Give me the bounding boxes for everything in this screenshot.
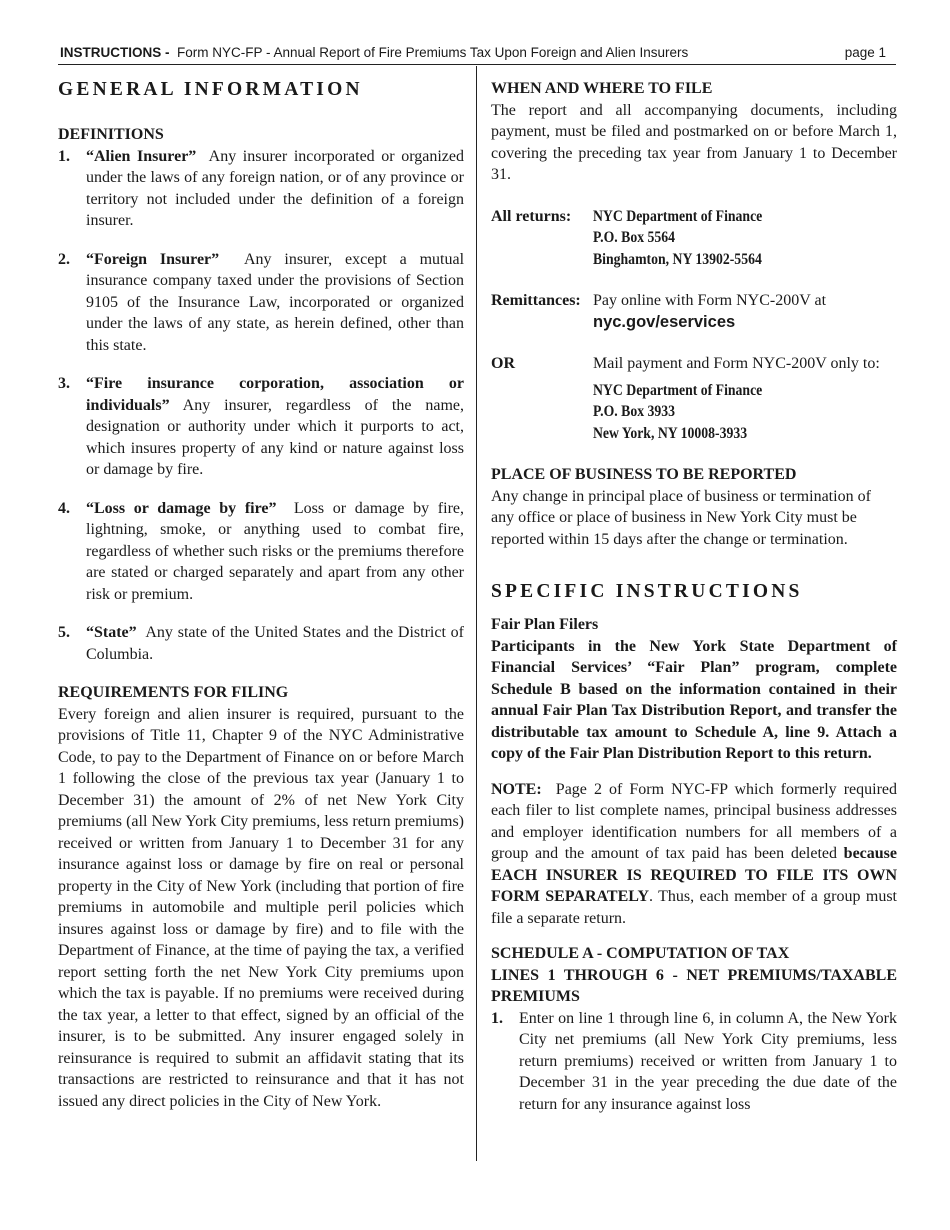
address-line: Binghamton, NY 13902-5564 [593, 250, 762, 268]
note-text: Page 2 of Form NYC-FP which formerly required each filer to list complete names, principal business addresses and employer identification numbers for all members of a group and the amount of tax paid has been deleted [491, 780, 898, 862]
definitions-heading: DEFINITIONS [58, 126, 164, 143]
remittances-label: Remittances: [491, 292, 581, 309]
instruction-text: Enter on line 1 through line 6, in column A, the New York City net premiums (all New York City premiums, less return premiums) received or written from January 1 to December 31 in the year preceding the due date of the return for any insurance against loss [519, 1009, 897, 1113]
place-of-business-text: Any change in principal place of business or termination of any office or place of business in New York City must be reported within 15 days after the change or termination. [491, 487, 871, 548]
schedule-a-heading: SCHEDULE A - COMPUTATION OF TAX [491, 945, 790, 962]
definition-term: “Loss or damage by fire” [86, 499, 277, 517]
definition-number: 2. [58, 250, 70, 268]
definition-item [58, 146, 464, 232]
or-text: Mail payment and Form NYC-200V only to: [593, 355, 880, 372]
when-where-heading: WHEN AND WHERE TO FILE [491, 80, 713, 97]
definition-number: 3. [58, 375, 70, 392]
or-label: OR [491, 355, 515, 372]
left-column [58, 78, 464, 1112]
definition-term: “Alien Insurer” [86, 147, 197, 165]
definition-term: “State” [86, 624, 137, 641]
address-line: NYC Department of Finance [593, 381, 763, 399]
requirements-text: Every foreign and alien insurer is required, pursuant to the provisions of Title 11, Chapter 9 of the NYC Administrative Code, to pay to the Department of Finance on or before March 1 following the close of the previous tax year (January 1 to December 31) the amount of 2% of net New York City premiums (all New York City premiums, less return premiums) received or written from January 1 to December 31 for any insurance against loss or damage by fire on real or personal property in the City of New York (including that portion of fire premiums in automobile and multiple peril policies which insures against loss or damage by fire) and to file with the Department of Finance, at the time of paying the tax, a verified report setting forth the net New York City premiums upon which the tax is payable. If no premiums were received during the tax year, a letter to that effect, signed by an official of the insurer, is to be submitted. Any insurer engaged solely in reinsurance is required to submit an affidavit stating that its transactions are restricted to reinsurance and that it has not issued any direct policies in the City of New York. [58, 705, 464, 1110]
note-paragraph [491, 779, 897, 930]
page-header [60, 45, 894, 63]
or-mail-block [491, 353, 897, 444]
definition-text: Any insurer, regardless of the name, designation or authority under which it purports to act, which insures property of any kind or nature against loss or damage by fire. [86, 396, 464, 478]
instruction-number: 1. [491, 1009, 503, 1027]
all-returns-address [491, 206, 897, 271]
definition-item [58, 373, 464, 481]
definition-number: 4. [58, 499, 70, 517]
specific-instructions-heading: SPECIFIC INSTRUCTIONS [491, 581, 803, 602]
eservices-link[interactable]: nyc.gov/eservices [593, 312, 736, 331]
address-line: NYC Department of Finance [593, 207, 763, 225]
requirements-heading: REQUIREMENTS FOR FILING [58, 684, 289, 701]
page-number: page 1 [844, 45, 886, 60]
note-emphasis: because EACH INSURER IS REQUIRED TO FILE ITS OWN FORM SEPARATELY [491, 845, 897, 905]
remittances-block [491, 290, 897, 333]
definition-item [58, 498, 464, 606]
definition-item [58, 249, 464, 357]
definition-number: 1. [58, 147, 70, 165]
definition-text: Any insurer incorporated or organized under the laws of any foreign nation, or of any province or territory not included under the definition of a foreign insurer. [86, 147, 464, 229]
definition-text: Any insurer, except a mutual insurance company taxed under the provisions of Section 9105 of the Insurance Law, incorporated or organized under the laws of any state, as herein defined, other than this state. [86, 250, 465, 354]
definition-number: 5. [58, 624, 70, 641]
definition-text: Loss or damage by fire, lightning, smoke, or anything used to combat fire, regardless of whether such risks or the premiums therefore are stated or charged separately and apart from any other risk or premium. [86, 499, 465, 603]
instruction-item [491, 1008, 897, 1116]
instructions-label: INSTRUCTIONS - [60, 45, 170, 60]
note-label: NOTE: [491, 780, 542, 798]
fair-plan-text: Participants in the New York State Department of Financial Services’ “Fair Plan” program, complete Schedule B based on the information contained in their annual Fair Plan Tax Distribution Report, and transfer the distributable tax amount to Schedule A, line 9. Attach a copy of the Fair Plan Distribution Report to this return. [491, 637, 897, 762]
column-divider [476, 66, 477, 1161]
definition-term: “Foreign Insurer” [86, 250, 220, 268]
all-returns-label: All returns: [491, 207, 572, 225]
when-where-text: The report and all accompanying documents, including payment, must be filed and postmarked on or before March 1, covering the preceding tax year from January 1 to December 31. [491, 101, 897, 183]
right-column [491, 78, 897, 1115]
address-line: P.O. Box 5564 [593, 229, 676, 246]
general-information-heading: GENERAL INFORMATION [58, 79, 363, 100]
note-text-end: . Thus, each member of a group must file a separate return. [491, 888, 898, 927]
form-title: Form NYC-FP - Annual Report of Fire Premiums Tax Upon Foreign and Alien Insurers [177, 45, 689, 60]
definition-term: “Fire insurance corporation, association or individuals” [86, 375, 464, 414]
place-of-business-heading: PLACE OF BUSINESS TO BE REPORTED [491, 466, 797, 483]
definition-text: Any state of the United States and the District of Columbia. [86, 624, 465, 663]
header-rule [58, 64, 896, 65]
address-line: New York, NY 10008-3933 [593, 424, 748, 442]
fair-plan-heading: Fair Plan Filers [491, 616, 599, 633]
lines-heading: LINES 1 THROUGH 6 - NET PREMIUMS/TAXABLE PREMIUMS [491, 966, 897, 1005]
address-line: P.O. Box 3933 [593, 403, 676, 420]
remittances-text: Pay online with Form NYC-200V at [593, 292, 827, 309]
definition-item [58, 622, 464, 665]
